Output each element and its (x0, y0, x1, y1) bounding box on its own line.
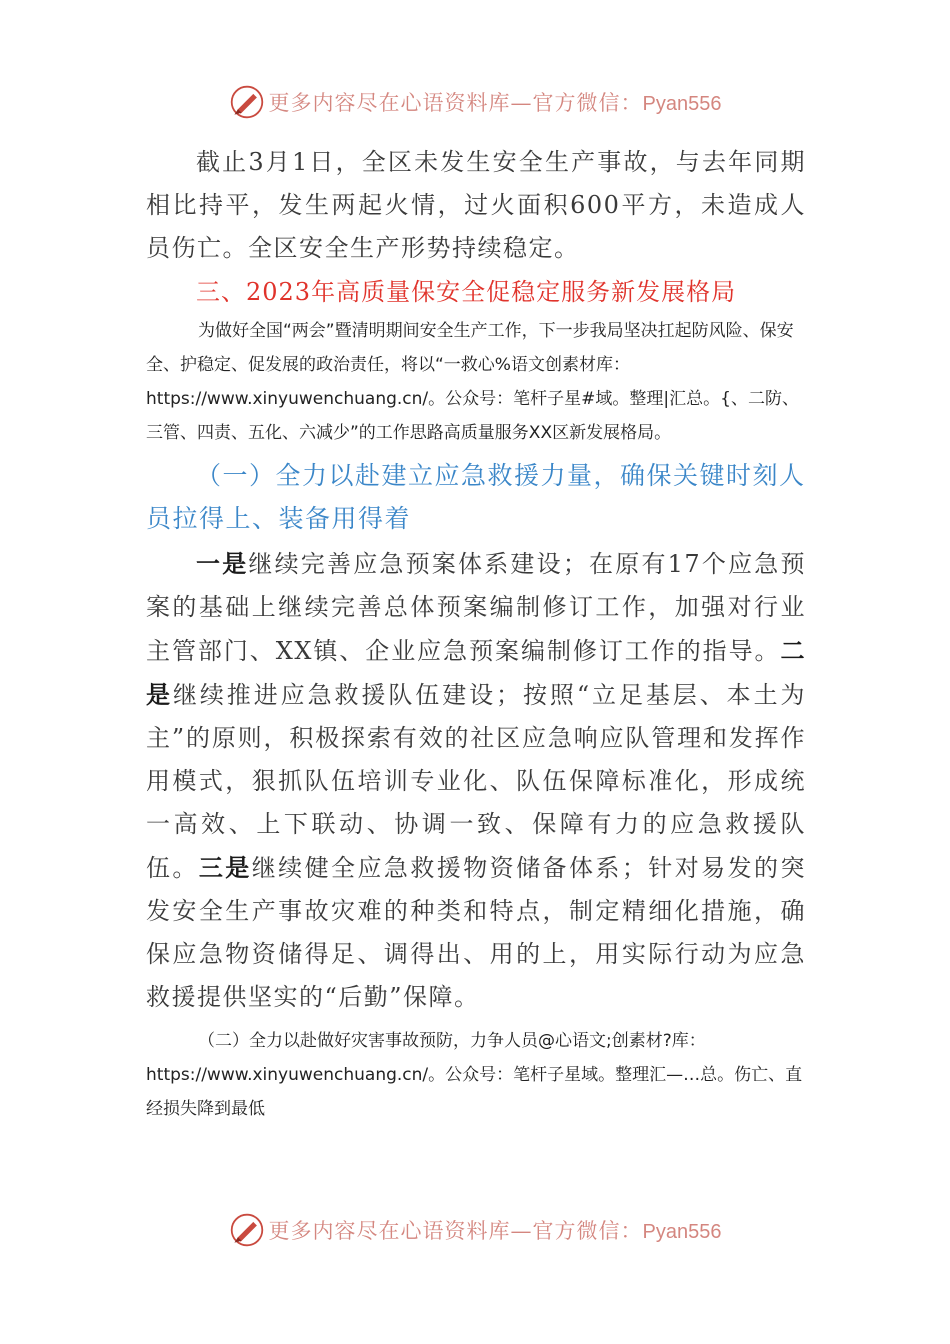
text-three: 继续健全应急救援物资储备体系；针对易发的突发安全生产事故灾难的种类和特点，制定精细化措施，确保应急物资储得足、调得出、用的上，用实际行动为应急救援提供坚实的“后勤”保障。 (146, 854, 806, 1011)
banner-text: 更多内容尽在心语资料库—官方微信：Pyan556 (268, 91, 722, 115)
footer-banner (0, 1210, 950, 1250)
lead-three: 三是 (198, 853, 252, 882)
banner-wechat-id: Pyan556 (642, 93, 722, 115)
banner-wechat-id: Pyan556 (642, 1221, 722, 1243)
text-two: 继续推进应急救援队伍建设；按照“立足基层、本土为主”的原则，积极探索有效的社区应急响应队管理和发挥作用模式，狠抓队伍培训专业化、队伍保障标准化，形成统一高效、上下联动、协调一致、保障有力的应急救援队伍。 (146, 681, 806, 882)
subsection-two-paragraph: （二）全力以赴做好灾害事故预防，力争人员@心语文;创素材?库：https://www.xinyuwenchuang.cn/。公众号：笔杆子星域。整理汇—…总。伤亡、直经损失降到最低 (146, 1031, 803, 1119)
subsection-one-heading: （一）全力以赴建立应急救援力量，确保关键时刻人员拉得上、装备用得着 (146, 461, 806, 533)
lead-two: 二是 (146, 636, 806, 709)
status-paragraph: 截止3月1日，全区未发生安全生产事故，与去年同期相比持平，发生两起火情，过火面积600平方，未造成人员伤亡。全区安全生产形势持续稳定。 (146, 148, 806, 262)
pen-logo-icon (229, 84, 265, 120)
lead-one: 一是 (196, 549, 249, 578)
banner-text: 更多内容尽在心语资料库—官方微信：Pyan556 (268, 1219, 722, 1243)
subsection-one-body (146, 542, 806, 1019)
text-one: 继续完善应急预案体系建设；在原有17个应急预案的基础上继续完善总体预案编制修订工作，加强对行业主管部门、XX镇、企业应急预案编制修订工作的指导。 (146, 550, 806, 665)
header-banner (0, 82, 950, 122)
section-three-heading: 三、2023年高质量保安全促稳定服务新发展格局 (196, 278, 737, 306)
pen-logo-icon (229, 1212, 265, 1248)
intro-paragraph: 为做好全国“两会”暨清明期间安全生产工作，下一步我局坚决扛起防风险、保安全、护稳定、促发展的政治责任，将以“一救心%语文创素材库：https://www.xinyuwenchuang.cn/。公众号：笔杆子星#域。整理|汇总。{、二防、三管、四责、五化、六减少”的工作思路高质量服务XX区新发展格局。 (146, 321, 799, 443)
